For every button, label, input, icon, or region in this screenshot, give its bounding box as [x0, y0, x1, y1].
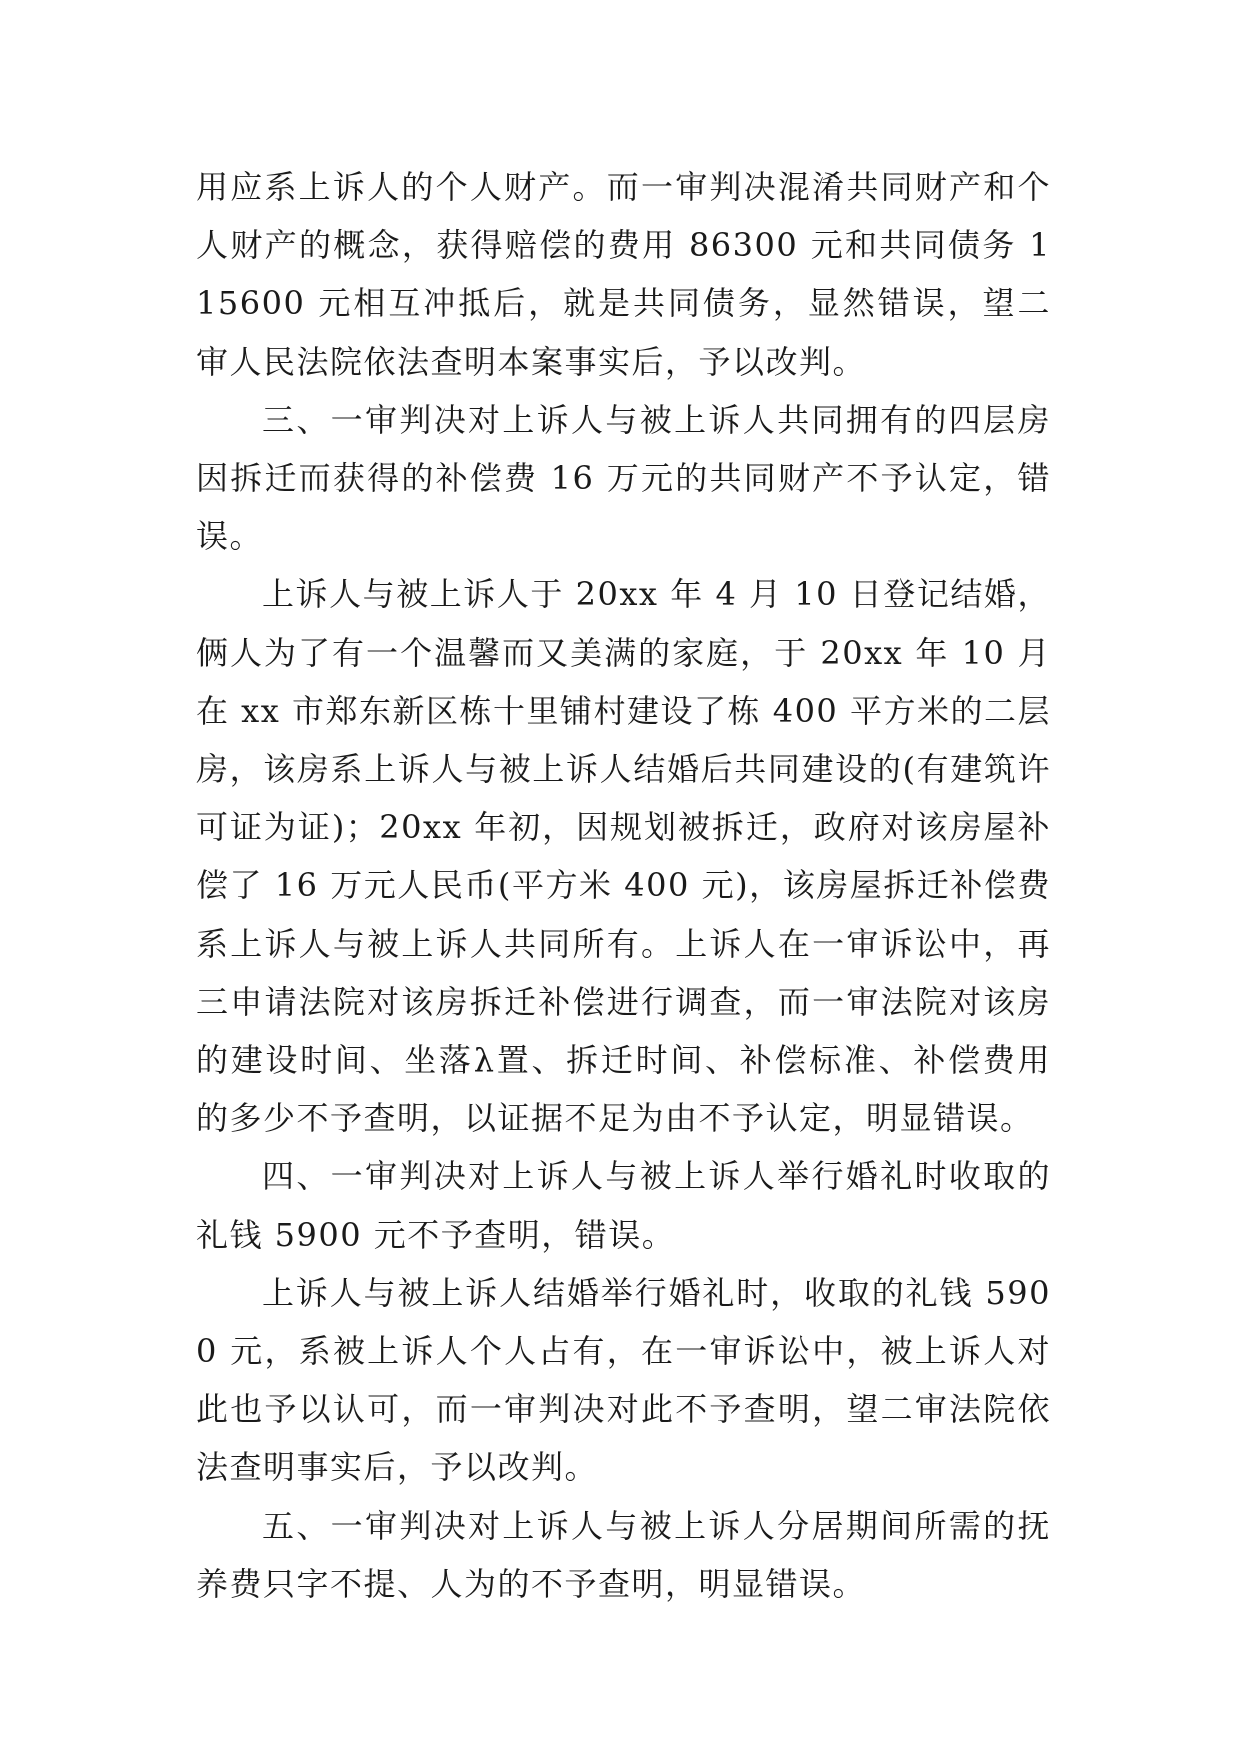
paragraph-point-three: 三、一审判决对上诉人与被上诉人共同拥有的四层房因拆迁而获得的补偿费 16 万元的共同财产不予认定，错误。 [196, 400, 1051, 556]
paragraph-point-four-detail: 上诉人与被上诉人结婚举行婚礼时，收取的礼钱 5900 元，系被上诉人个人占有，在一审诉讼中，被上诉人对此也予以认可，而一审判决对此不予查明，望二审法院依法查明事实后，予以改判。 [196, 1273, 1051, 1487]
paragraph-point-five: 五、一审判决对上诉人与被上诉人分居期间所需的抚养费只字不提、人为的不予查明，明显错误。 [196, 1506, 1051, 1603]
paragraph-continuation: 用应系上诉人的个人财产。而一审判决混淆共同财产和个人财产的概念，获得赔偿的费用 86300 元和共同债务 115600 元相互冲抵后，就是共同债务，显然错误，望二审人民法院依法查明本案事实后，予以改判。 [196, 168, 1051, 381]
paragraph-point-four: 四、一审判决对上诉人与被上诉人举行婚礼时收取的礼钱 5900 元不予查明，错误。 [196, 1157, 1051, 1254]
paragraph-point-three-detail: 上诉人与被上诉人于 20xx 年 4 月 10 日登记结婚，俩人为了有一个温馨而又美满的家庭，于 20xx 年 10 月在 xx 市郑东新区栋十里铺村建设了栋 400 平方米的二层房，该房系上诉人与被上诉人结婚后共同建设的(有建筑许可证为证)；20xx 年初，因规划被拆迁，政府对该房屋补偿了 16 万元人民币(平方米 400 元)，该房屋拆迁补偿费系上诉人与被上诉人共同所有。上诉人在一审诉讼中，再三申请法院对该房拆迁补偿进行调查，而一审法院对该房的建设时间、坐落λ置、拆迁时间、补偿标准、补偿费用的多少不予查明，以证据不足为由不予认定，明显错误。 [196, 575, 1051, 1138]
document-body [196, 158, 1051, 1613]
